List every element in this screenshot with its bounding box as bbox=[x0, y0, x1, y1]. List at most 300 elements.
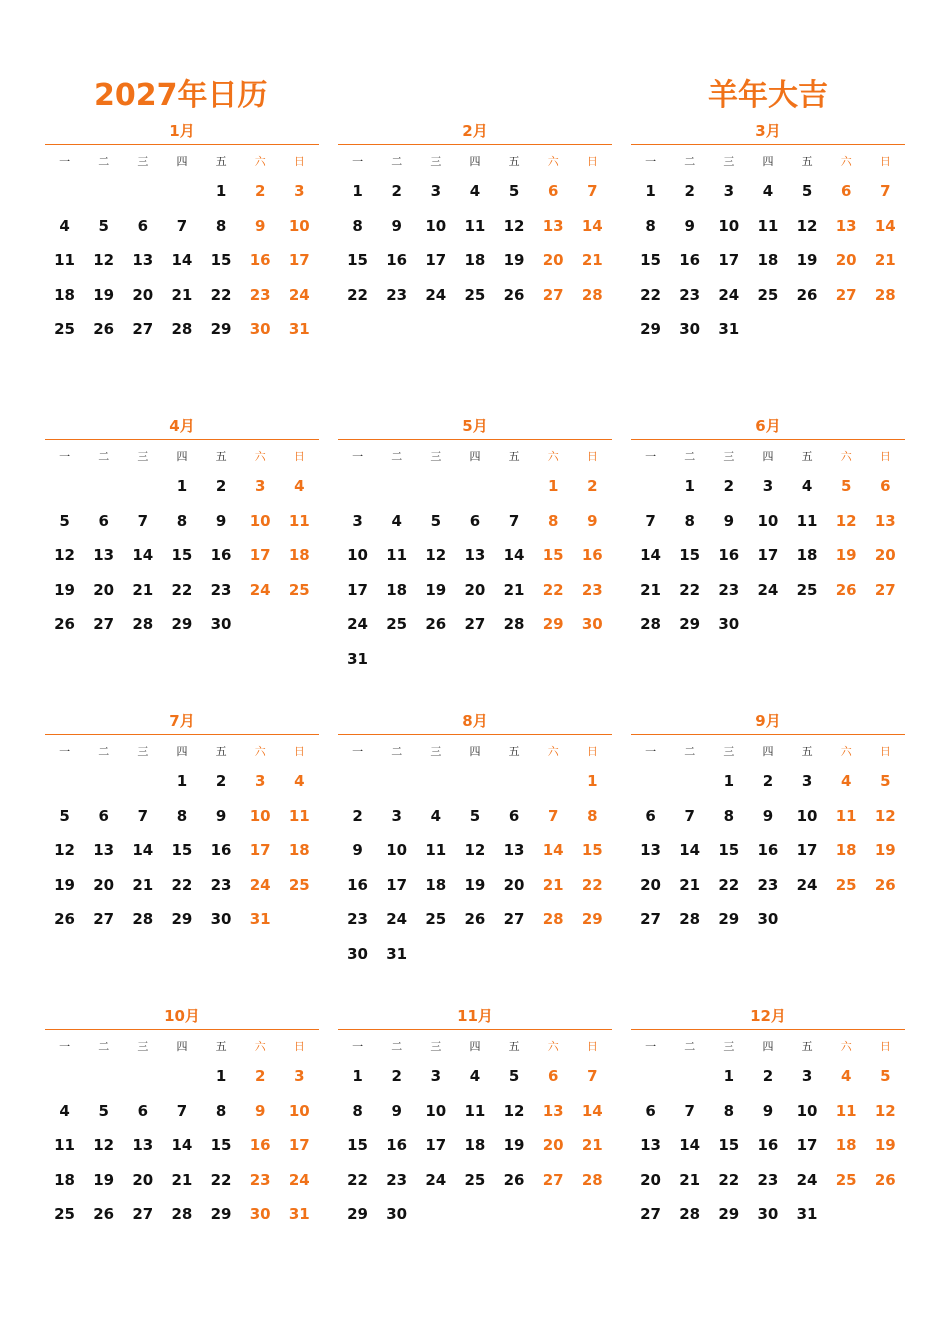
day-cell: 23 bbox=[757, 875, 779, 894]
weekday-label: 一 bbox=[59, 155, 71, 168]
day-cell: 7 bbox=[137, 806, 149, 825]
day-empty bbox=[495, 764, 534, 799]
day-cell: 7 bbox=[176, 216, 188, 235]
day-cell: 10 bbox=[425, 1101, 447, 1120]
weekday-label: 日 bbox=[293, 745, 305, 758]
day-cell: 3 bbox=[391, 806, 402, 825]
day-cell: 19 bbox=[503, 1136, 525, 1154]
weekday-label: 日 bbox=[293, 155, 305, 168]
day-empty bbox=[495, 469, 534, 504]
day-cell: 28 bbox=[503, 615, 525, 633]
weekday-label: 四 bbox=[469, 1040, 481, 1053]
weekday-label: 五 bbox=[215, 450, 227, 463]
day-cell: 14 bbox=[171, 1136, 193, 1154]
day-cell: 24 bbox=[796, 875, 818, 894]
day-cell: 2 bbox=[391, 182, 402, 200]
weekday-label: 日 bbox=[879, 450, 891, 463]
day-cell: 9 bbox=[762, 1101, 774, 1120]
day-cell: 26 bbox=[93, 1205, 115, 1223]
day-cell: 10 bbox=[796, 806, 818, 825]
day-cell: 8 bbox=[723, 1101, 735, 1120]
weekday-label: 三 bbox=[723, 745, 735, 758]
day-cell: 2 bbox=[762, 772, 774, 790]
day-cell: 20 bbox=[93, 580, 115, 599]
day-cell: 6 bbox=[508, 806, 520, 825]
day-cell: 24 bbox=[757, 580, 779, 599]
day-cell: 5 bbox=[59, 806, 70, 825]
weekday-label: 三 bbox=[430, 155, 442, 168]
day-cell: 5 bbox=[98, 1101, 109, 1120]
day-cell: 22 bbox=[347, 1170, 368, 1189]
day-cell: 24 bbox=[796, 1170, 818, 1189]
day-cell: 6 bbox=[645, 1101, 656, 1120]
day-cell: 29 bbox=[581, 910, 603, 928]
day-cell: 15 bbox=[718, 1136, 740, 1154]
weekday-label: 一 bbox=[352, 450, 364, 463]
day-empty bbox=[631, 1059, 670, 1094]
day-cell: 4 bbox=[840, 1067, 852, 1085]
day-cell: 13 bbox=[93, 841, 115, 859]
day-cell: 8 bbox=[723, 806, 735, 825]
month-block bbox=[45, 118, 319, 398]
weekday-header bbox=[631, 446, 905, 468]
day-cell: 8 bbox=[684, 511, 695, 530]
day-cell: 12 bbox=[93, 251, 115, 269]
day-cell: 18 bbox=[425, 875, 447, 894]
day-cell: 28 bbox=[679, 910, 701, 928]
day-cell: 28 bbox=[581, 1170, 603, 1189]
month-title: 6月 bbox=[631, 413, 905, 440]
day-cell: 1 bbox=[645, 182, 656, 200]
month-block bbox=[631, 1003, 905, 1283]
weekday-label: 六 bbox=[254, 450, 266, 463]
day-cell: 21 bbox=[581, 1136, 603, 1154]
day-cell: 8 bbox=[176, 806, 188, 825]
month-title: 7月 bbox=[45, 708, 319, 735]
day-cell: 19 bbox=[93, 1170, 115, 1189]
weekday-label: 一 bbox=[352, 745, 364, 758]
day-cell: 19 bbox=[874, 1136, 896, 1154]
day-empty bbox=[123, 1059, 162, 1094]
day-cell: 16 bbox=[347, 875, 368, 894]
day-cell: 2 bbox=[254, 182, 266, 200]
day-cell: 3 bbox=[254, 477, 266, 495]
day-cell: 8 bbox=[547, 511, 559, 530]
weekday-label: 一 bbox=[645, 450, 657, 463]
day-cell: 15 bbox=[718, 841, 740, 859]
weekday-label: 一 bbox=[645, 745, 657, 758]
day-cell: 23 bbox=[581, 580, 603, 599]
weekday-label: 一 bbox=[645, 1040, 657, 1053]
weekday-label: 六 bbox=[840, 1040, 852, 1053]
day-cell: 18 bbox=[835, 841, 857, 859]
day-cell: 24 bbox=[249, 875, 271, 894]
day-cell: 21 bbox=[679, 1170, 701, 1189]
day-cell: 10 bbox=[757, 511, 779, 530]
day-cell: 23 bbox=[210, 875, 232, 894]
day-cell: 19 bbox=[503, 251, 525, 269]
day-cell: 7 bbox=[880, 182, 891, 200]
day-cell: 23 bbox=[249, 1170, 271, 1189]
day-cell: 19 bbox=[425, 580, 447, 599]
page-slogan: 羊年大吉 bbox=[708, 78, 828, 113]
day-cell: 12 bbox=[796, 216, 818, 235]
day-cell: 5 bbox=[59, 511, 70, 530]
day-cell: 31 bbox=[347, 649, 368, 668]
day-cell: 4 bbox=[430, 806, 442, 825]
day-empty bbox=[84, 469, 123, 504]
day-cell: 11 bbox=[835, 806, 857, 825]
day-grid bbox=[338, 764, 612, 971]
day-cell: 22 bbox=[718, 875, 740, 894]
day-cell: 14 bbox=[503, 546, 525, 564]
day-cell: 15 bbox=[679, 546, 701, 564]
day-cell: 9 bbox=[391, 216, 402, 235]
day-cell: 26 bbox=[874, 1170, 896, 1189]
weekday-label: 二 bbox=[391, 450, 403, 463]
month-title: 5月 bbox=[338, 413, 612, 440]
day-cell: 7 bbox=[137, 511, 149, 530]
day-cell: 5 bbox=[840, 477, 852, 495]
day-cell: 17 bbox=[718, 251, 740, 269]
day-cell: 28 bbox=[542, 910, 564, 928]
day-cell: 18 bbox=[54, 285, 75, 304]
day-cell: 22 bbox=[171, 580, 193, 599]
day-cell: 2 bbox=[352, 806, 363, 825]
day-cell: 13 bbox=[93, 546, 115, 564]
day-cell: 15 bbox=[581, 841, 603, 859]
day-cell: 18 bbox=[757, 251, 779, 269]
weekday-label: 四 bbox=[176, 450, 188, 463]
day-cell: 14 bbox=[640, 546, 661, 564]
day-empty bbox=[84, 1059, 123, 1094]
weekday-label: 五 bbox=[508, 155, 520, 168]
day-cell: 3 bbox=[801, 1067, 813, 1085]
day-cell: 27 bbox=[93, 910, 115, 928]
day-cell: 30 bbox=[679, 320, 701, 338]
day-cell: 19 bbox=[54, 875, 75, 894]
day-cell: 10 bbox=[386, 841, 408, 859]
day-cell: 15 bbox=[210, 1136, 232, 1154]
weekday-label: 日 bbox=[586, 155, 598, 168]
weekday-label: 日 bbox=[879, 745, 891, 758]
day-cell: 4 bbox=[59, 216, 70, 235]
day-cell: 25 bbox=[425, 910, 447, 928]
day-cell: 11 bbox=[464, 1101, 486, 1120]
day-cell: 29 bbox=[542, 615, 564, 633]
weekday-label: 二 bbox=[684, 1040, 696, 1053]
day-cell: 9 bbox=[352, 841, 363, 859]
day-cell: 21 bbox=[542, 875, 564, 894]
day-cell: 8 bbox=[587, 806, 598, 825]
day-empty bbox=[670, 764, 709, 799]
day-cell: 25 bbox=[386, 615, 408, 633]
day-cell: 14 bbox=[171, 251, 193, 269]
day-cell: 4 bbox=[801, 477, 813, 495]
day-cell: 30 bbox=[757, 1205, 779, 1223]
month-title: 4月 bbox=[45, 413, 319, 440]
day-cell: 9 bbox=[215, 806, 227, 825]
day-cell: 6 bbox=[137, 216, 149, 235]
day-cell: 9 bbox=[254, 216, 266, 235]
day-cell: 16 bbox=[249, 251, 271, 269]
day-cell: 18 bbox=[288, 546, 310, 564]
day-cell: 30 bbox=[210, 910, 232, 928]
day-cell: 22 bbox=[640, 285, 661, 304]
month-title: 12月 bbox=[631, 1003, 905, 1030]
day-cell: 30 bbox=[386, 1205, 408, 1223]
weekday-label: 六 bbox=[254, 155, 266, 168]
day-empty bbox=[416, 469, 455, 504]
day-cell: 2 bbox=[587, 477, 598, 495]
month-block bbox=[45, 1003, 319, 1283]
day-cell: 19 bbox=[464, 875, 486, 894]
day-cell: 22 bbox=[542, 580, 564, 599]
day-cell: 21 bbox=[171, 1170, 193, 1189]
weekday-header bbox=[338, 151, 612, 173]
day-cell: 2 bbox=[723, 477, 735, 495]
day-cell: 18 bbox=[288, 841, 310, 859]
day-cell: 12 bbox=[503, 1101, 525, 1120]
day-cell: 9 bbox=[254, 1101, 266, 1120]
day-cell: 27 bbox=[835, 285, 857, 304]
day-empty bbox=[377, 764, 416, 799]
day-cell: 26 bbox=[425, 615, 447, 633]
day-cell: 14 bbox=[679, 1136, 701, 1154]
day-cell: 15 bbox=[347, 251, 368, 269]
weekday-header bbox=[631, 1036, 905, 1058]
day-cell: 22 bbox=[718, 1170, 740, 1189]
day-cell: 20 bbox=[640, 875, 661, 894]
day-cell: 31 bbox=[288, 1205, 310, 1223]
day-cell: 13 bbox=[874, 511, 896, 530]
day-empty bbox=[45, 764, 84, 799]
weekday-label: 日 bbox=[586, 450, 598, 463]
day-cell: 28 bbox=[171, 320, 193, 338]
weekday-header bbox=[338, 741, 612, 763]
month-block bbox=[631, 413, 905, 693]
weekday-label: 六 bbox=[254, 1040, 266, 1053]
day-empty bbox=[416, 764, 455, 799]
month-block bbox=[338, 1003, 612, 1283]
day-cell: 5 bbox=[508, 1067, 520, 1085]
day-empty bbox=[455, 469, 494, 504]
day-cell: 3 bbox=[801, 772, 813, 790]
day-cell: 24 bbox=[386, 910, 408, 928]
day-cell: 17 bbox=[386, 875, 408, 894]
day-cell: 12 bbox=[503, 216, 525, 235]
day-cell: 16 bbox=[386, 251, 408, 269]
day-cell: 24 bbox=[249, 580, 271, 599]
day-cell: 11 bbox=[464, 216, 486, 235]
day-cell: 17 bbox=[425, 1136, 447, 1154]
weekday-label: 五 bbox=[508, 450, 520, 463]
day-empty bbox=[162, 174, 201, 209]
day-cell: 22 bbox=[171, 875, 193, 894]
month-block bbox=[45, 413, 319, 693]
day-cell: 30 bbox=[249, 320, 271, 338]
day-cell: 3 bbox=[430, 1067, 442, 1085]
day-cell: 23 bbox=[386, 285, 408, 304]
day-cell: 17 bbox=[425, 251, 447, 269]
weekday-label: 四 bbox=[176, 1040, 188, 1053]
day-cell: 16 bbox=[718, 546, 740, 564]
weekday-header bbox=[631, 741, 905, 763]
day-cell: 28 bbox=[171, 1205, 193, 1223]
day-cell: 24 bbox=[425, 285, 447, 304]
day-grid bbox=[338, 469, 612, 676]
day-empty bbox=[338, 764, 377, 799]
day-cell: 2 bbox=[254, 1067, 266, 1085]
day-cell: 31 bbox=[288, 320, 310, 338]
weekday-label: 五 bbox=[508, 1040, 520, 1053]
weekday-label: 二 bbox=[98, 450, 110, 463]
day-grid bbox=[631, 469, 905, 642]
day-cell: 19 bbox=[796, 251, 818, 269]
day-cell: 3 bbox=[430, 182, 442, 200]
day-cell: 29 bbox=[718, 910, 740, 928]
day-cell: 17 bbox=[249, 841, 271, 859]
day-cell: 26 bbox=[54, 615, 75, 633]
day-grid bbox=[45, 174, 319, 347]
day-cell: 4 bbox=[469, 182, 481, 200]
day-cell: 13 bbox=[542, 216, 564, 235]
day-cell: 3 bbox=[352, 511, 363, 530]
weekday-label: 五 bbox=[215, 745, 227, 758]
weekday-label: 三 bbox=[723, 1040, 735, 1053]
day-cell: 2 bbox=[391, 1067, 402, 1085]
day-cell: 4 bbox=[59, 1101, 70, 1120]
day-cell: 29 bbox=[171, 615, 193, 633]
day-empty bbox=[670, 1059, 709, 1094]
day-cell: 31 bbox=[796, 1205, 818, 1223]
day-cell: 4 bbox=[840, 772, 852, 790]
day-cell: 25 bbox=[54, 1205, 75, 1223]
day-cell: 21 bbox=[874, 251, 896, 269]
day-cell: 7 bbox=[547, 806, 559, 825]
day-cell: 30 bbox=[757, 910, 779, 928]
day-cell: 27 bbox=[132, 1205, 154, 1223]
day-cell: 6 bbox=[98, 511, 109, 530]
month-block bbox=[338, 708, 612, 988]
day-cell: 27 bbox=[132, 320, 154, 338]
day-cell: 16 bbox=[679, 251, 701, 269]
weekday-label: 三 bbox=[137, 450, 149, 463]
day-cell: 29 bbox=[210, 1205, 232, 1223]
day-cell: 11 bbox=[386, 546, 408, 564]
day-cell: 13 bbox=[132, 251, 154, 269]
day-empty bbox=[123, 764, 162, 799]
weekday-label: 三 bbox=[430, 1040, 442, 1053]
weekday-label: 二 bbox=[684, 745, 696, 758]
day-cell: 4 bbox=[391, 511, 402, 530]
weekday-label: 四 bbox=[176, 155, 188, 168]
day-cell: 11 bbox=[54, 251, 75, 269]
day-cell: 7 bbox=[176, 1101, 188, 1120]
day-cell: 31 bbox=[249, 910, 271, 928]
day-cell: 29 bbox=[171, 910, 193, 928]
day-cell: 18 bbox=[464, 251, 486, 269]
day-cell: 17 bbox=[288, 1136, 310, 1154]
day-cell: 19 bbox=[835, 546, 857, 564]
day-cell: 23 bbox=[757, 1170, 779, 1189]
day-cell: 12 bbox=[54, 841, 75, 859]
weekday-header bbox=[45, 741, 319, 763]
weekday-header bbox=[45, 151, 319, 173]
day-cell: 10 bbox=[796, 1101, 818, 1120]
weekday-label: 四 bbox=[762, 450, 774, 463]
day-cell: 1 bbox=[176, 772, 188, 790]
day-cell: 20 bbox=[835, 251, 857, 269]
day-cell: 11 bbox=[288, 511, 310, 530]
day-cell: 8 bbox=[215, 216, 227, 235]
weekday-label: 日 bbox=[586, 745, 598, 758]
day-cell: 2 bbox=[762, 1067, 774, 1085]
day-cell: 16 bbox=[210, 546, 232, 564]
weekday-label: 五 bbox=[508, 745, 520, 758]
day-cell: 12 bbox=[874, 806, 896, 825]
weekday-header bbox=[338, 446, 612, 468]
day-cell: 21 bbox=[581, 251, 603, 269]
day-cell: 7 bbox=[587, 182, 598, 200]
weekday-label: 五 bbox=[801, 745, 813, 758]
day-cell: 23 bbox=[249, 285, 271, 304]
day-cell: 1 bbox=[352, 182, 363, 200]
day-empty bbox=[338, 469, 377, 504]
day-cell: 25 bbox=[464, 1170, 486, 1189]
day-empty bbox=[534, 764, 573, 799]
weekday-label: 六 bbox=[547, 155, 559, 168]
day-cell: 7 bbox=[684, 806, 695, 825]
day-cell: 24 bbox=[288, 1170, 310, 1189]
day-grid bbox=[338, 1059, 612, 1232]
day-cell: 1 bbox=[587, 772, 598, 790]
day-cell: 12 bbox=[93, 1136, 115, 1154]
day-cell: 12 bbox=[874, 1101, 896, 1120]
day-cell: 1 bbox=[723, 772, 735, 790]
weekday-label: 六 bbox=[840, 450, 852, 463]
month-title: 1月 bbox=[45, 118, 319, 145]
month-title: 11月 bbox=[338, 1003, 612, 1030]
weekday-label: 日 bbox=[586, 1040, 598, 1053]
day-cell: 8 bbox=[352, 1101, 363, 1120]
day-cell: 3 bbox=[294, 182, 305, 200]
day-cell: 10 bbox=[347, 546, 368, 564]
day-cell: 6 bbox=[880, 477, 891, 495]
day-cell: 22 bbox=[679, 580, 701, 599]
weekday-label: 三 bbox=[723, 155, 735, 168]
weekday-label: 五 bbox=[801, 450, 813, 463]
day-cell: 26 bbox=[54, 910, 75, 928]
weekday-label: 五 bbox=[215, 155, 227, 168]
day-cell: 27 bbox=[542, 285, 564, 304]
day-cell: 4 bbox=[762, 182, 774, 200]
weekday-label: 二 bbox=[391, 745, 403, 758]
day-cell: 21 bbox=[503, 580, 525, 599]
weekday-label: 三 bbox=[137, 745, 149, 758]
weekday-label: 一 bbox=[352, 1040, 364, 1053]
day-cell: 18 bbox=[54, 1170, 75, 1189]
day-cell: 15 bbox=[171, 841, 193, 859]
day-cell: 26 bbox=[835, 580, 857, 599]
day-cell: 6 bbox=[137, 1101, 149, 1120]
day-cell: 10 bbox=[718, 216, 740, 235]
day-cell: 9 bbox=[684, 216, 695, 235]
day-cell: 30 bbox=[581, 615, 603, 633]
day-grid bbox=[338, 174, 612, 312]
day-cell: 21 bbox=[132, 580, 154, 599]
day-cell: 13 bbox=[132, 1136, 154, 1154]
